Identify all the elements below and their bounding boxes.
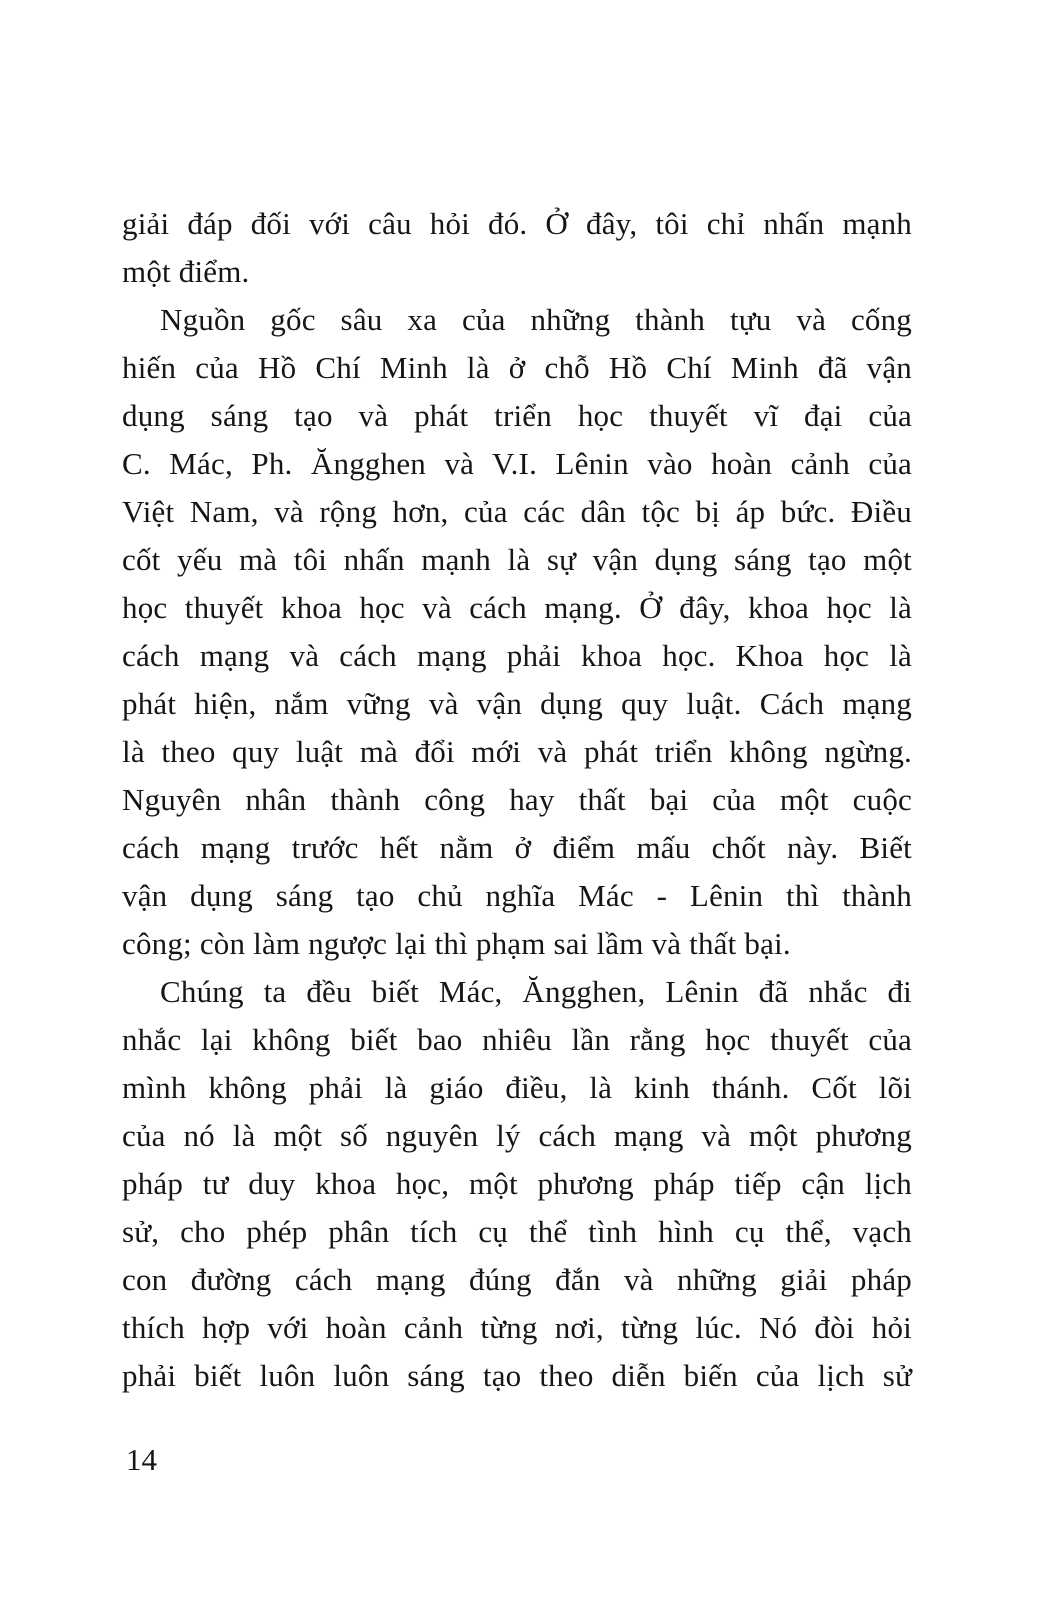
text-line: cách mạng và cách mạng phải khoa học. Khoa học là <box>122 638 912 673</box>
text-line: Chúng ta đều biết Mác, Ăngghen, Lênin đã nhắc đi <box>160 974 912 1009</box>
text-line: học thuyết khoa học và cách mạng. Ở đây, khoa học là <box>122 590 912 625</box>
text-line: của nó là một số nguyên lý cách mạng và một phương <box>122 1118 912 1153</box>
text-line: cách mạng trước hết nằm ở điểm mấu chốt này. Biết <box>122 830 912 865</box>
text-line: thích hợp với hoàn cảnh từng nơi, từng lúc. Nó đòi hỏi <box>122 1310 912 1345</box>
text-line: dụng sáng tạo và phát triển học thuyết vĩ đại của <box>122 398 912 433</box>
text-line: phải biết luôn luôn sáng tạo theo diễn biến của lịch sử <box>122 1358 912 1393</box>
page-number: 14 <box>126 1442 157 1477</box>
text-line: C. Mác, Ph. Ăngghen và V.I. Lênin vào hoàn cảnh của <box>122 446 912 481</box>
text-line: giải đáp đối với câu hỏi đó. Ở đây, tôi chỉ nhấn mạnh <box>122 206 912 241</box>
text-line: một điểm. <box>122 254 250 289</box>
text-line: Nguyên nhân thành công hay thất bại của một cuộc <box>122 782 912 817</box>
text-line: nhắc lại không biết bao nhiêu lần rằng học thuyết của <box>122 1022 912 1057</box>
text-line: Nguồn gốc sâu xa của những thành tựu và cống <box>160 302 912 337</box>
text-line: công; còn làm ngược lại thì phạm sai lầm và thất bại. <box>122 926 791 961</box>
text-line: phát hiện, nắm vững và vận dụng quy luật. Cách mạng <box>122 686 912 721</box>
text-line: hiến của Hồ Chí Minh là ở chỗ Hồ Chí Minh đã vận <box>122 350 912 385</box>
body-text <box>122 200 912 1400</box>
text-line: là theo quy luật mà đổi mới và phát triển không ngừng. <box>122 734 912 769</box>
text-line: vận dụng sáng tạo chủ nghĩa Mác - Lênin thì thành <box>122 878 912 913</box>
text-line: con đường cách mạng đúng đắn và những giải pháp <box>122 1262 912 1297</box>
text-line: mình không phải là giáo điều, là kinh thánh. Cốt lõi <box>122 1070 912 1105</box>
text-line: sử, cho phép phân tích cụ thể tình hình cụ thể, vạch <box>122 1214 912 1249</box>
text-line: Việt Nam, và rộng hơn, của các dân tộc bị áp bức. Điều <box>122 494 912 529</box>
text-line: cốt yếu mà tôi nhấn mạnh là sự vận dụng sáng tạo một <box>122 542 912 577</box>
text-line: pháp tư duy khoa học, một phương pháp tiếp cận lịch <box>122 1166 912 1201</box>
